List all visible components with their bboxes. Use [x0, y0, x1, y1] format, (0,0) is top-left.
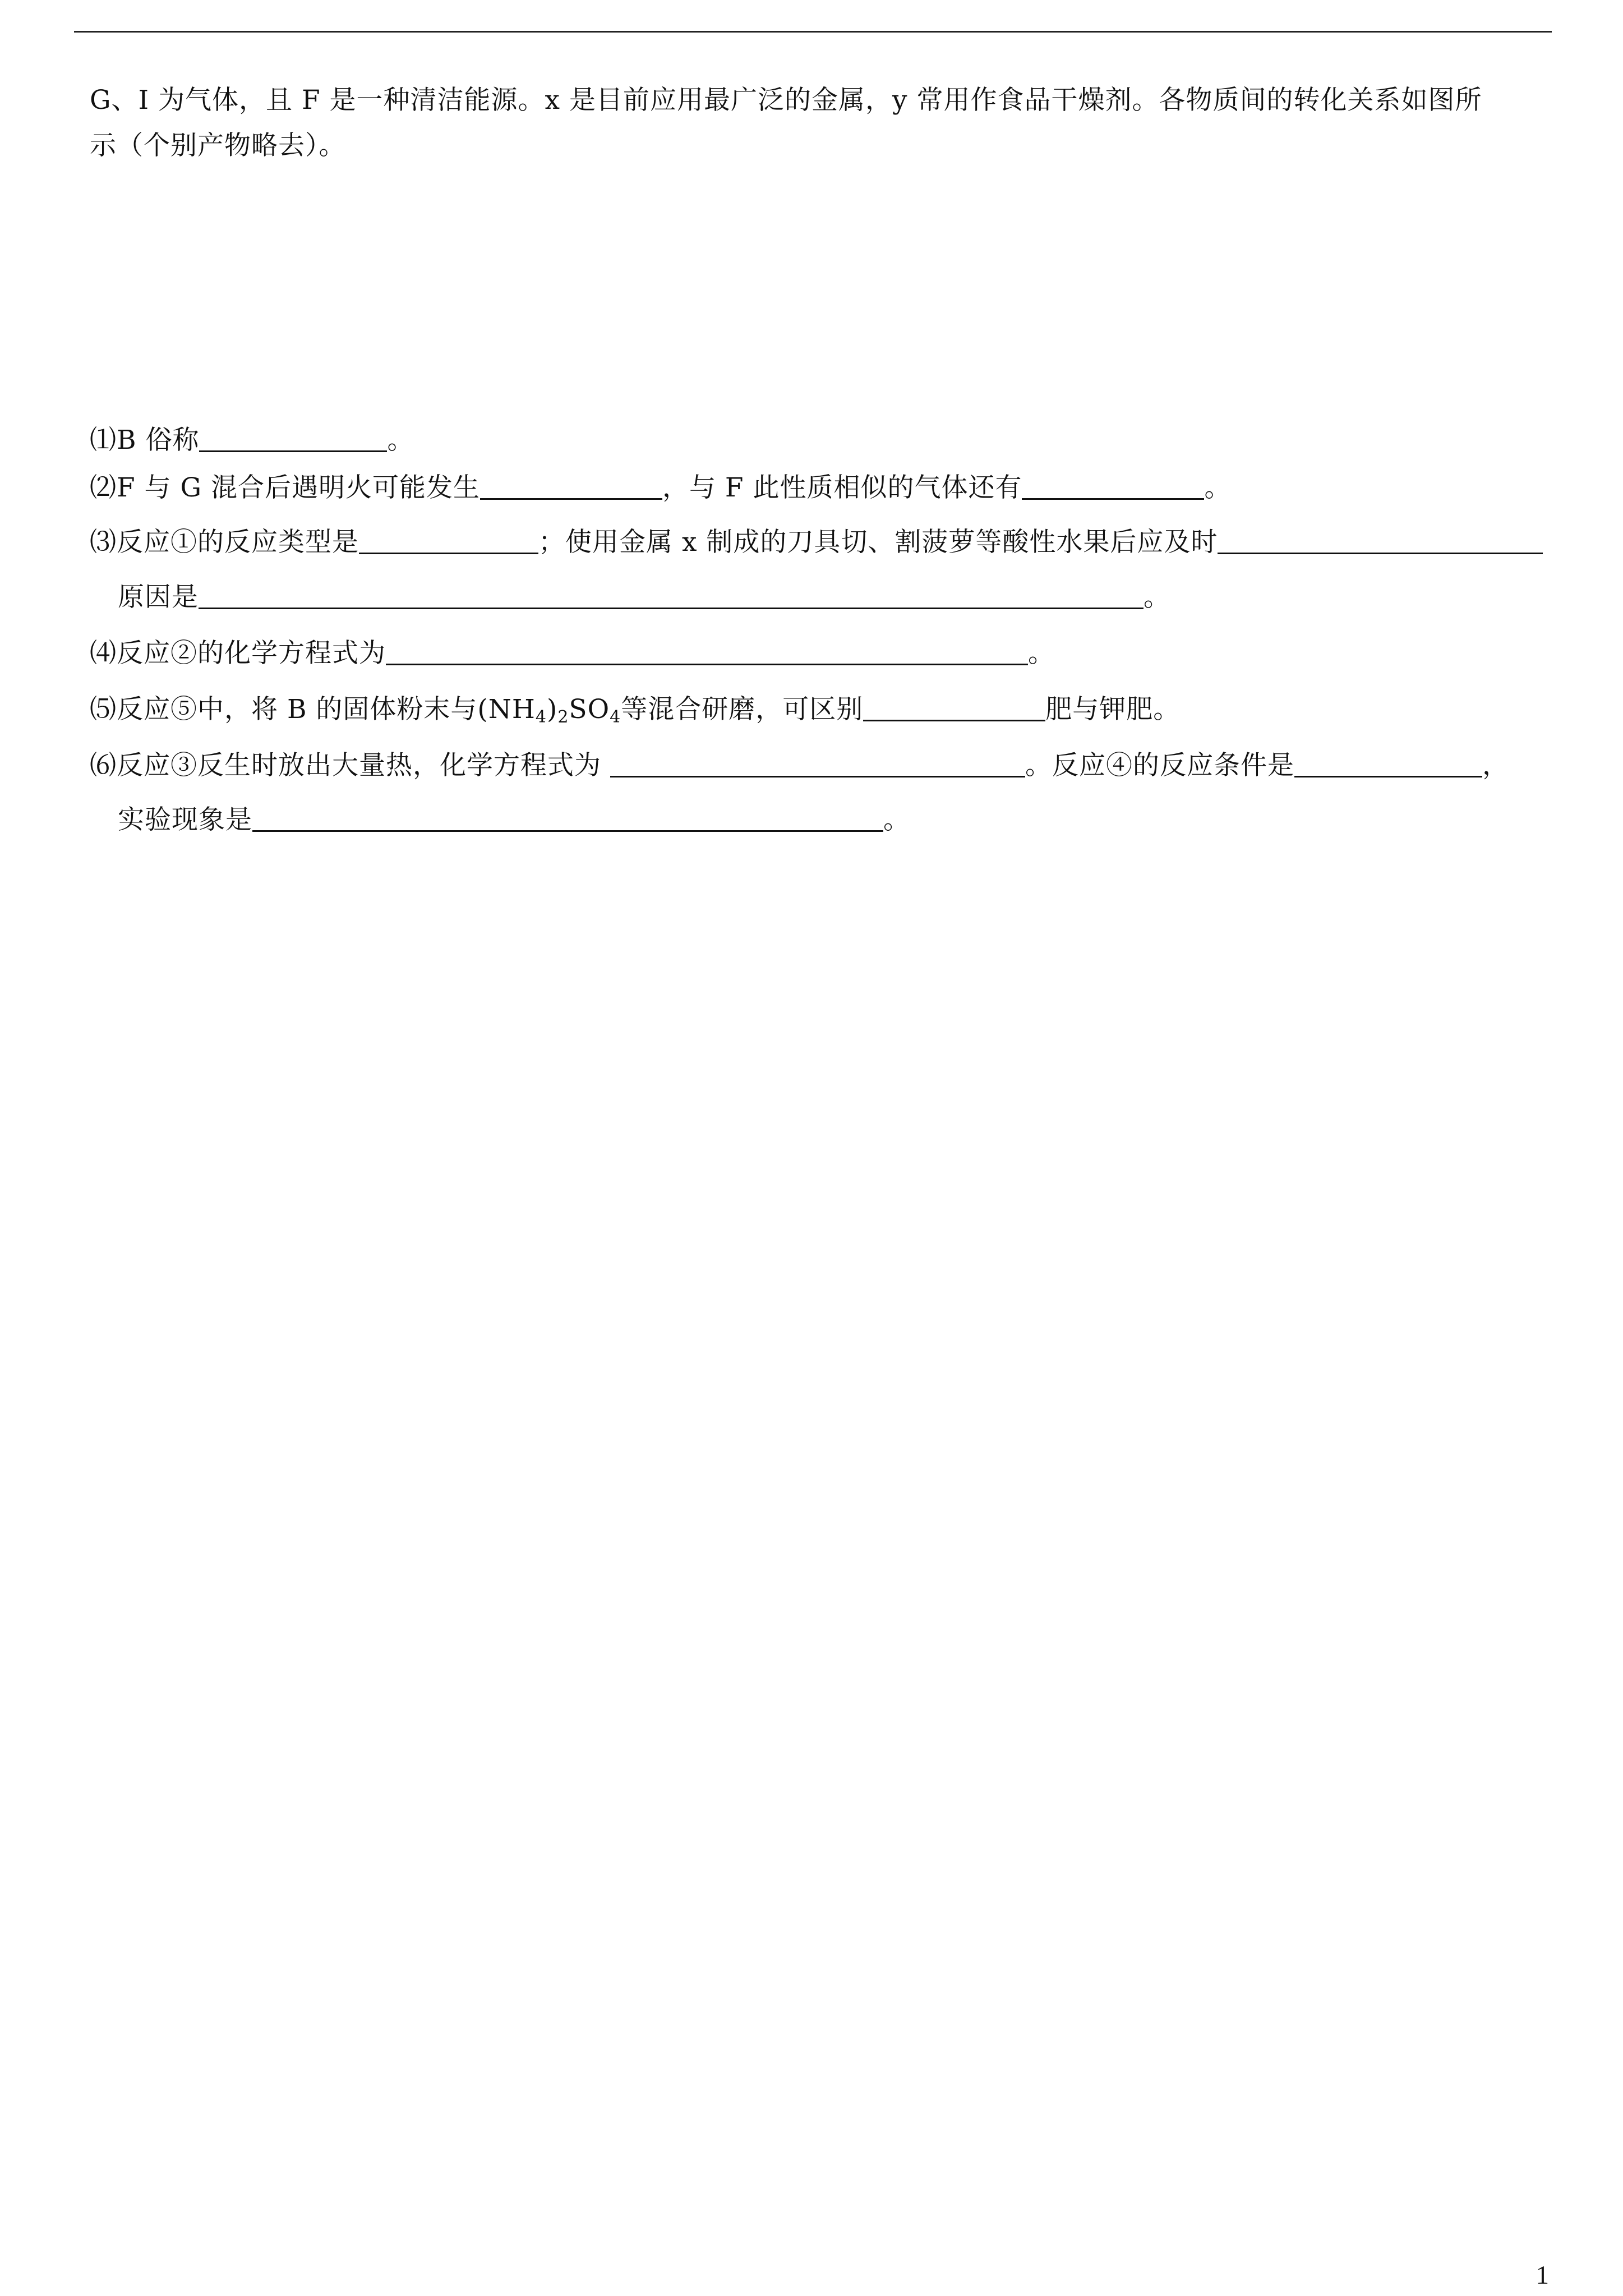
- q4-answer-blank[interactable]: [386, 637, 1028, 665]
- ammonium-sulfate-formula: $(NH_4)_2SO_4$: [477, 694, 621, 727]
- problem-intro: [90, 77, 1559, 168]
- q6-answer-blank-1[interactable]: [610, 749, 1025, 777]
- q3-text-3: 原因是: [118, 582, 199, 613]
- q3-answer-blank-3[interactable]: [199, 581, 1144, 609]
- intro-line-2: 示（个别产物略去）。: [90, 130, 346, 161]
- q6-text-2: 。反应④的反应条件是: [1025, 750, 1294, 781]
- q3-answer-blank-1[interactable]: [359, 526, 538, 554]
- question-1: [90, 424, 414, 457]
- q3-end: 。: [1144, 582, 1170, 613]
- page-number: 1: [1536, 2261, 1549, 2290]
- q4-end: 。: [1028, 638, 1055, 669]
- q1-text: ⑴B 俗称: [90, 425, 200, 455]
- q1-answer-blank[interactable]: [199, 424, 387, 452]
- question-3: [90, 526, 1543, 559]
- question-2: [90, 471, 1231, 505]
- q6-comma: ，: [1482, 750, 1509, 781]
- q5-end: 肥与钾肥。: [1045, 694, 1181, 725]
- q2-end: 。: [1204, 472, 1232, 503]
- q2-text: ⑵F 与 G 混合后遇明火可能发生: [90, 472, 480, 503]
- q6-end: 。: [883, 804, 910, 835]
- q1-end: 。: [387, 425, 414, 455]
- q5-text-2: 等混合研磨，可区别: [621, 694, 864, 725]
- q3-text: ⑶反应①的反应类型是: [90, 527, 359, 558]
- question-6-continued: [118, 803, 910, 837]
- q2-answer-blank-1[interactable]: [480, 471, 662, 500]
- q6-text-3: 实验现象是: [118, 804, 252, 835]
- q2-text-2: ，与 F 此性质相似的气体还有: [662, 472, 1022, 503]
- intro-line-1: G、I 为气体，且 F 是一种清洁能源。x 是目前应用最广泛的金属，y 常用作食品干燥剂。各物质间的转化关系如图所: [90, 85, 1482, 116]
- q2-answer-blank-2[interactable]: [1022, 471, 1204, 500]
- question-4: [90, 637, 1055, 670]
- q3-answer-blank-2[interactable]: [1218, 526, 1543, 554]
- q3-text-2: ；使用金属 x 制成的刀具切、割菠萝等酸性水果后应及时: [538, 527, 1218, 558]
- question-3-continued: [118, 581, 1170, 614]
- q6-text: ⑹反应③反生时放出大量热，化学方程式为: [90, 750, 610, 781]
- q6-answer-blank-2[interactable]: [1294, 749, 1482, 777]
- question-5: [90, 693, 1180, 734]
- question-6: [90, 749, 1509, 783]
- q4-text: ⑷反应②的化学方程式为: [90, 638, 386, 669]
- q5-answer-blank[interactable]: [863, 693, 1045, 721]
- q5-text: ⑸反应⑤中，将 B 的固体粉末与: [90, 694, 478, 725]
- header-rule: [74, 31, 1552, 33]
- q6-answer-blank-3[interactable]: [252, 803, 883, 832]
